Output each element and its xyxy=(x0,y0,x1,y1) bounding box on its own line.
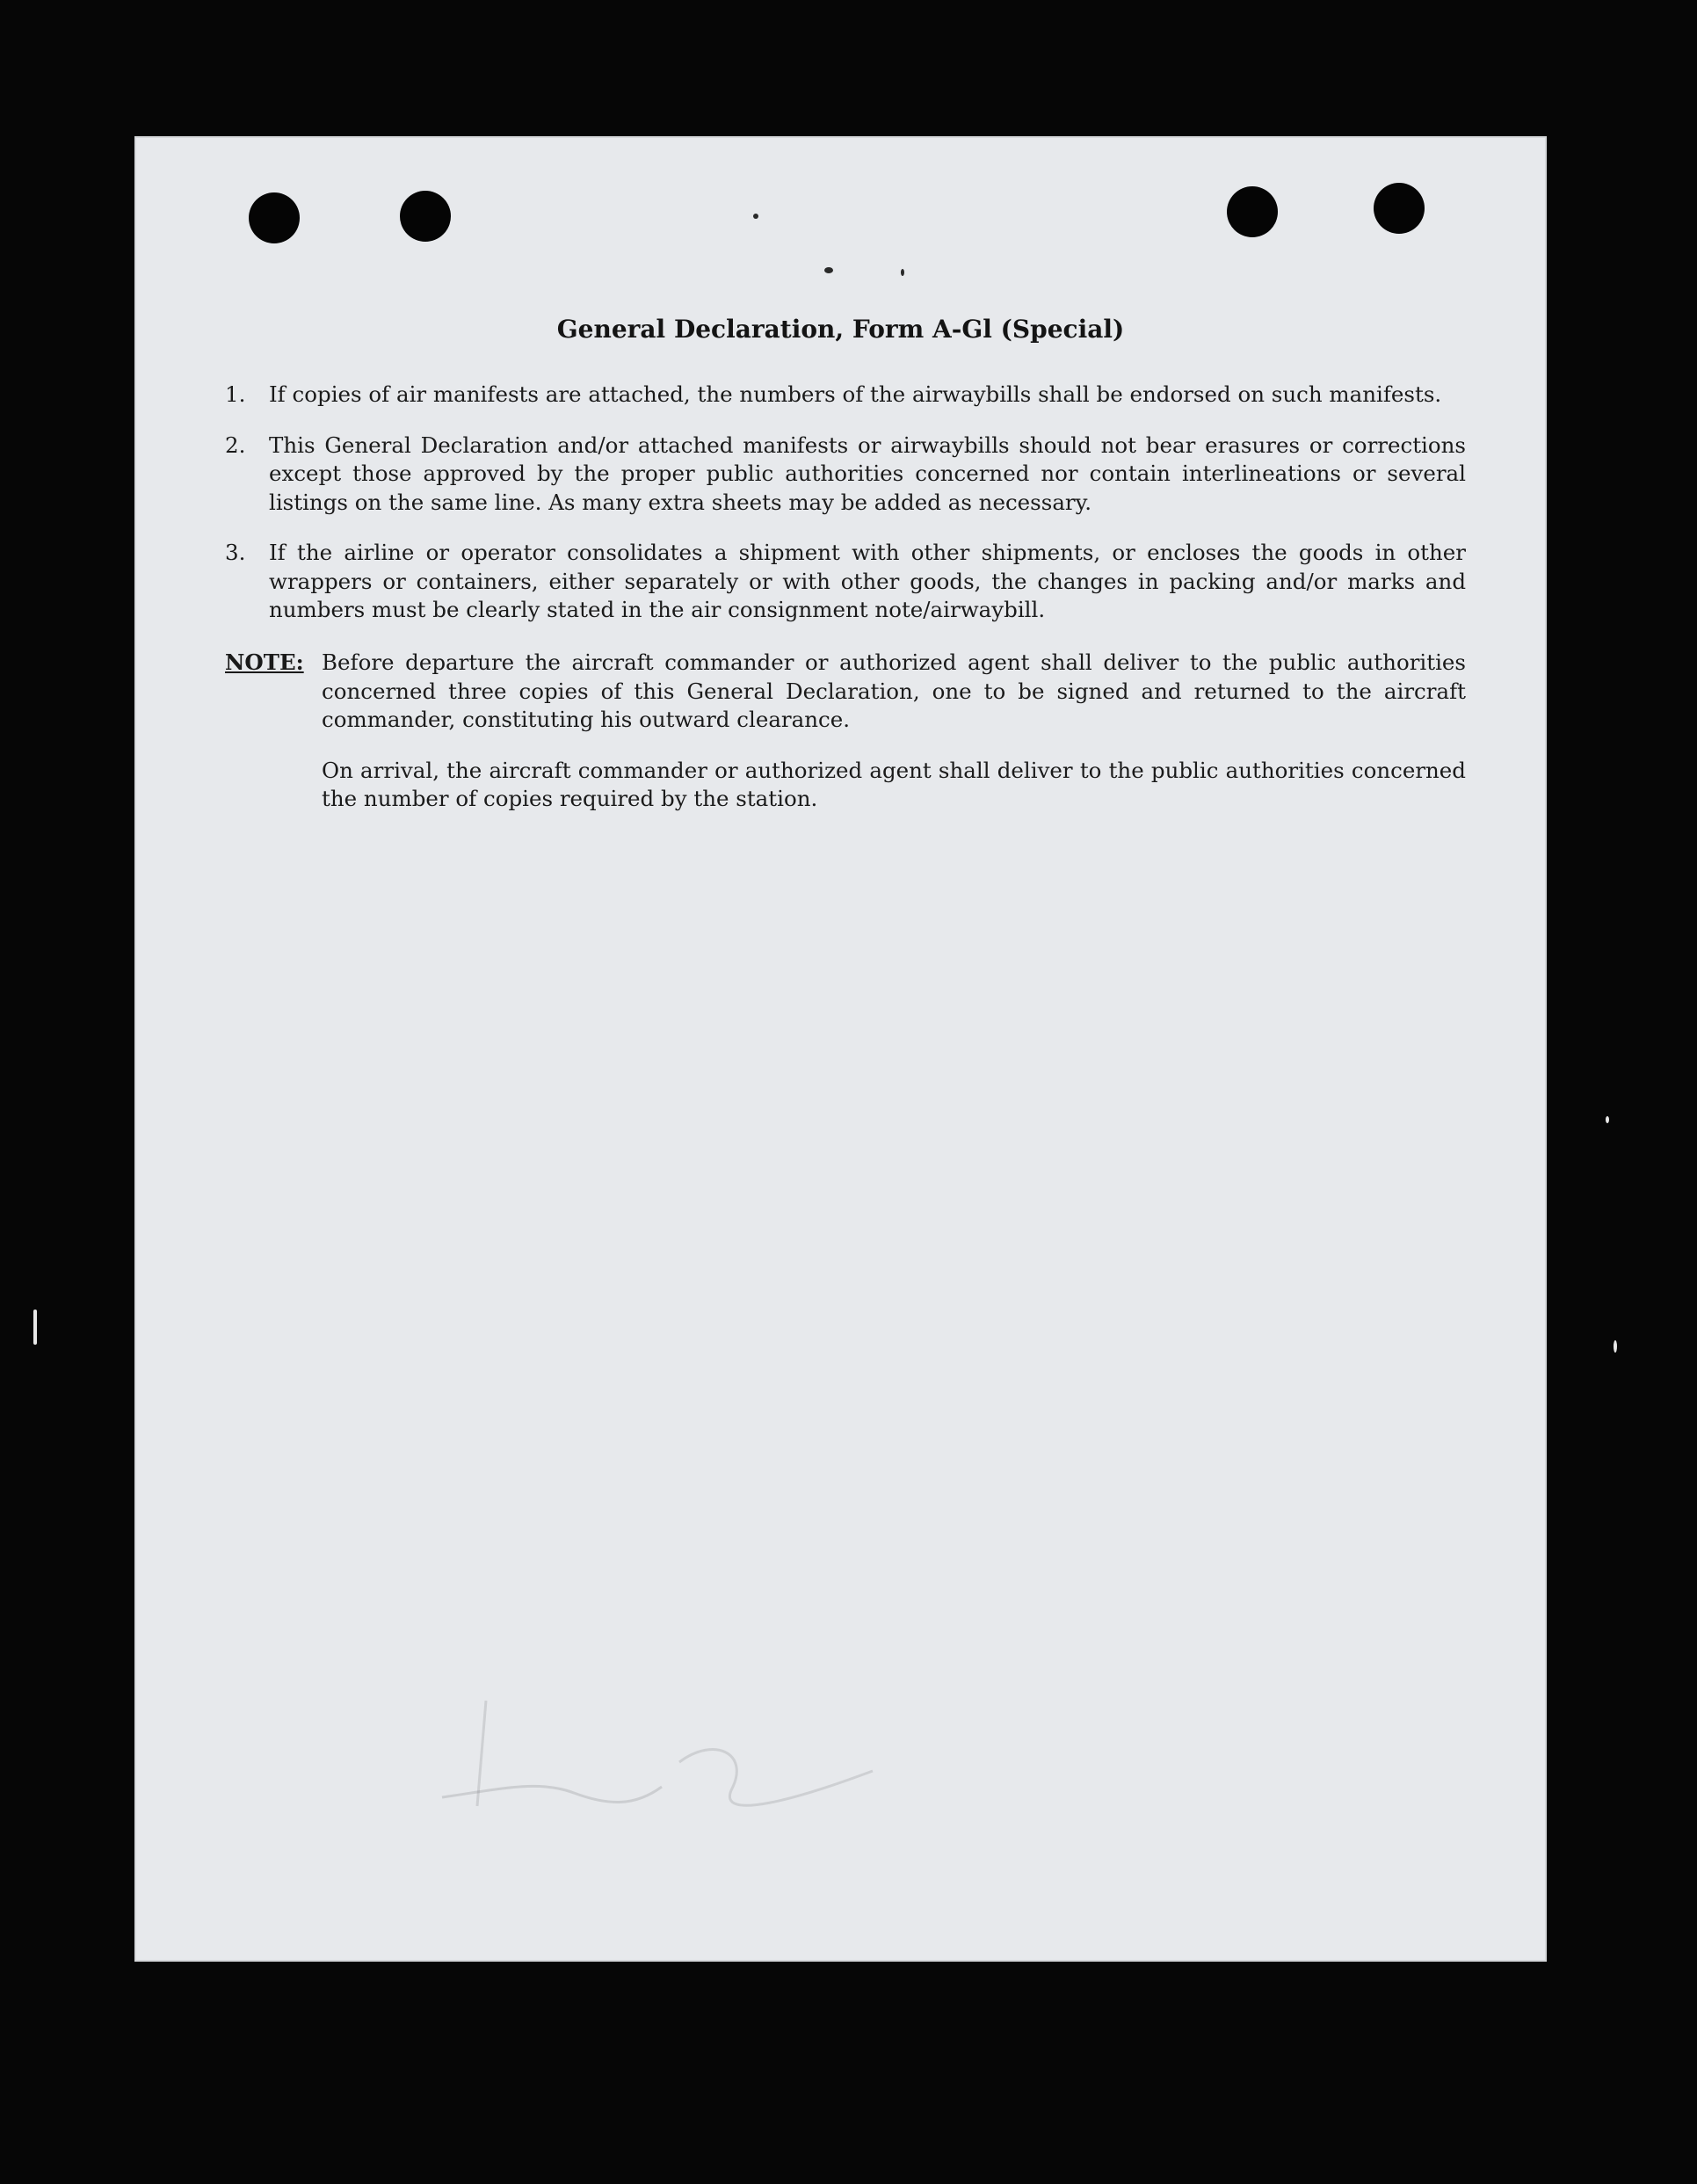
item-number: 2. xyxy=(225,432,246,458)
ink-speck xyxy=(753,214,758,219)
list-item xyxy=(225,381,1466,410)
item-number: 1. xyxy=(225,381,246,407)
note-paragraph: On arrival, the aircraft commander or authorized agent shall deliver to the public authorities concerned the number of copies required by the station. xyxy=(322,757,1466,811)
list-item xyxy=(225,432,1466,518)
item-text: This General Declaration and/or attached manifests or airwaybills should not bear erasures or corrections except those approved by the proper public authorities concerned nor contain interlineations or several listings on the same line. As many extra sheets may be added as necessary. xyxy=(269,432,1466,515)
punch-hole-left-inner xyxy=(400,191,451,242)
ink-speck xyxy=(901,269,904,276)
note-label: NOTE: xyxy=(225,649,304,675)
note-section xyxy=(225,649,1466,836)
punch-hole-right-inner xyxy=(1227,186,1278,237)
punch-hole-right-outer xyxy=(1374,183,1425,234)
scan-artifact xyxy=(1614,1340,1617,1353)
document-page xyxy=(134,136,1547,1962)
note-paragraph: Before departure the aircraft commander or authorized agent shall deliver to the public authorities concerned three copies of this General Declaration, one to be signed and returned to the aircraft commander, constituting his outward clearance. xyxy=(322,649,1466,732)
note-body xyxy=(322,649,1466,814)
ink-speck xyxy=(824,267,833,273)
item-number: 3. xyxy=(225,540,246,565)
faint-bleedthrough-signature xyxy=(433,1683,890,1815)
item-text: If copies of air manifests are attached, the numbers of the airwaybills shall be endorsed on such manifests. xyxy=(269,381,1442,407)
punch-hole-left-outer xyxy=(249,192,300,243)
scan-artifact xyxy=(1606,1116,1609,1123)
scan-artifact xyxy=(33,1310,37,1345)
list-item xyxy=(225,539,1466,625)
item-text: If the airline or operator consolidates a shipment with other shipments, or encloses the goods in other wrappers or containers, either separately or with other goods, the changes in packing and/or marks and numbers must be clearly stated in the air consignment note/airwaybill. xyxy=(269,540,1466,622)
instruction-list xyxy=(225,381,1466,647)
document-title: General Declaration, Form A-Gl (Special) xyxy=(556,315,1125,344)
